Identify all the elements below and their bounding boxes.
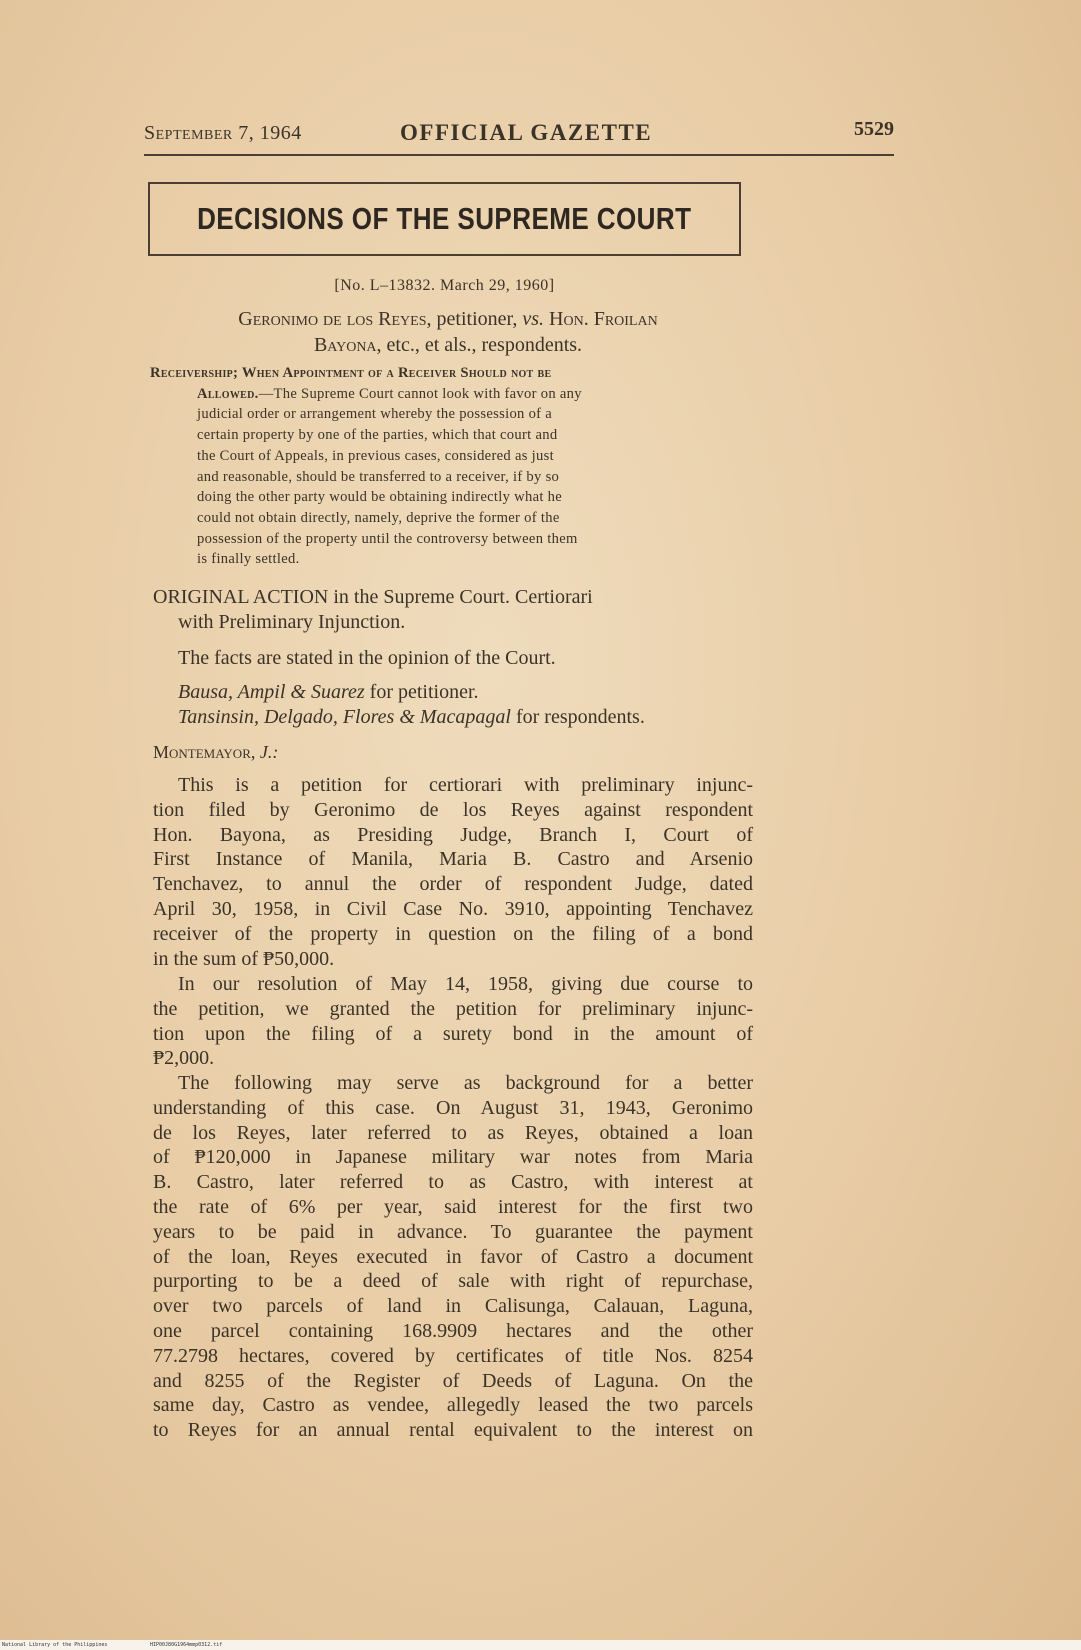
- original-action: [153, 585, 753, 635]
- paragraph-line: receiver of the property in question on the filing of a bond: [153, 922, 753, 945]
- scan-footer: [0, 1640, 1081, 1650]
- paragraph-line: same day, Castro as vendee, allegedly leased the two parcels: [153, 1394, 753, 1417]
- syllabus-line: [150, 384, 750, 405]
- syllabus-text: —The Supreme Court cannot look with favor on any: [258, 385, 582, 402]
- syllabus-line: possession of the property until the controversy between them: [197, 530, 578, 547]
- header-date: September 7, 1964: [144, 122, 302, 144]
- footer-library: National Library of the Philippines: [2, 1642, 108, 1648]
- paragraph-line: the petition, we granted the petition for preliminary injunc-: [153, 997, 753, 1020]
- justice-name: Montemayor: [153, 742, 251, 762]
- syllabus-line: the Court of Appeals, in previous cases, considered as just: [197, 447, 554, 464]
- caption-petitioner-role: , petitioner,: [426, 308, 523, 330]
- paragraph-line: B. Castro, later referred to as Castro, with interest at: [153, 1171, 753, 1194]
- header-page-number: 5529: [854, 118, 894, 140]
- syllabus: [150, 363, 750, 570]
- running-header: [144, 120, 894, 152]
- paragraph-line: Hon. Bayona, as Presiding Judge, Branch I, Court of: [153, 823, 753, 846]
- facts-line: The facts are stated in the opinion of the Court.: [178, 647, 556, 669]
- justice-line: Montemayor, J.:: [153, 742, 279, 762]
- paragraph-line: April 30, 1958, in Civil Case No. 3910, appointing Tenchavez: [153, 897, 753, 920]
- section-title: DECISIONS OF THE SUPREME COURT: [197, 201, 692, 236]
- paragraph-line: the rate of 6% per year, said interest for the first two: [153, 1195, 753, 1218]
- opinion-paragraph-1: [153, 773, 753, 971]
- action-line-1: ORIGINAL ACTION in the Supreme Court. Certiorari: [153, 586, 593, 608]
- caption-respondent: Hon. Froilan: [544, 308, 658, 330]
- paragraph-line: This is a petition for certiorari with preliminary injunc-: [178, 774, 753, 796]
- paragraph-line: one parcel containing 168.9909 hectares and the other: [153, 1319, 753, 1342]
- syllabus-line: and reasonable, should be transferred to a receiver, if by so: [197, 468, 560, 485]
- syllabus-line: doing the other party would be obtaining indirectly what he: [197, 489, 563, 506]
- petitioner-counsel-role: for petitioner.: [364, 681, 479, 703]
- paragraph-line: years to be paid in advance. To guarantee the payment: [153, 1220, 753, 1243]
- paragraph-line: 77.2798 hectares, covered by certificates of title Nos. 8254: [153, 1344, 753, 1367]
- caption-respondent-cont: Bayona: [313, 334, 377, 356]
- action-line-2: with Preliminary Injunction.: [178, 610, 406, 633]
- footer-file: HIP00J80G1964mmp0312.tif: [150, 1642, 223, 1648]
- header-rule: [144, 154, 894, 156]
- paragraph-line: Tenchavez, to annul the order of respondent Judge, dated: [153, 873, 753, 896]
- counsel-block: [153, 680, 753, 730]
- caption-petitioner: Geronimo de los Reyes: [238, 308, 427, 330]
- paragraph-line: tion filed by Geronimo de los Reyes against respondent: [153, 798, 753, 821]
- paragraph-line: of ₱120,000 in Japanese military war notes from Maria: [153, 1146, 753, 1169]
- paragraph-line: purporting to be a deed of sale with right of repurchase,: [153, 1270, 753, 1293]
- facts-statement: [153, 646, 753, 671]
- syllabus-line: judicial order or arrangement whereby the possession of a: [197, 406, 553, 423]
- syllabus-heading: Receivership; When Appointment of a Receiver Should not be: [150, 365, 552, 381]
- paragraph-line: and 8255 of the Register of Deeds of Laguna. On the: [153, 1369, 753, 1392]
- petitioner-counsel-line: [153, 680, 753, 705]
- paragraph-line: over two parcels of land in Calisunga, Calauan, Laguna,: [153, 1295, 753, 1318]
- header-publication: OFFICIAL GAZETTE: [400, 120, 653, 145]
- caption-respondent-role: , etc., et als., respondents.: [376, 334, 583, 356]
- respondent-counsel: Tansinsin, Delgado, Flores & Macapagal: [178, 705, 511, 728]
- paragraph-line: in the sum of ₱50,000.: [153, 947, 335, 970]
- caption-versus: vs.: [522, 308, 545, 330]
- syllabus-line: certain property by one of the parties, which that court and: [197, 427, 558, 444]
- paragraph-line: understanding of this case. On August 31, 1943, Geronimo: [153, 1096, 753, 1119]
- section-title-box: [148, 182, 741, 256]
- paragraph-line: to Reyes for an annual rental equivalent to the interest on: [153, 1419, 753, 1442]
- respondent-counsel-role: for respondents.: [510, 705, 645, 728]
- paragraph-line: tion upon the filing of a surety bond in the amount of: [153, 1022, 753, 1045]
- syllabus-heading-cont: Allowed.: [197, 385, 259, 402]
- syllabus-line: could not obtain directly, namely, deprive the former of the: [197, 509, 560, 526]
- caption-line-2: [148, 332, 748, 358]
- case-caption: [148, 306, 748, 358]
- syllabus-line: is finally settled.: [197, 551, 300, 568]
- justice-title: J.:: [259, 742, 279, 762]
- caption-line-1: [148, 306, 748, 332]
- paragraph-line: de los Reyes, later referred to as Reyes, obtained a loan: [153, 1121, 753, 1144]
- docket-line: [No. L–13832. March 29, 1960]: [334, 277, 555, 294]
- opinion-paragraph-3: [153, 1071, 753, 1443]
- paragraph-line: First Instance of Manila, Maria B. Castro and Arsenio: [153, 848, 753, 871]
- paragraph-line: ₱2,000.: [153, 1047, 215, 1070]
- paragraph-line: In our resolution of May 14, 1958, giving due course to: [178, 973, 753, 995]
- paragraph-line: of the loan, Reyes executed in favor of Castro a document: [153, 1245, 753, 1268]
- opinion-paragraph-2: [153, 972, 753, 1071]
- respondent-counsel-line: [153, 705, 753, 730]
- paragraph-line: The following may serve as background for a better: [178, 1072, 753, 1094]
- petitioner-counsel: Bausa, Ampil & Suarez: [178, 681, 365, 703]
